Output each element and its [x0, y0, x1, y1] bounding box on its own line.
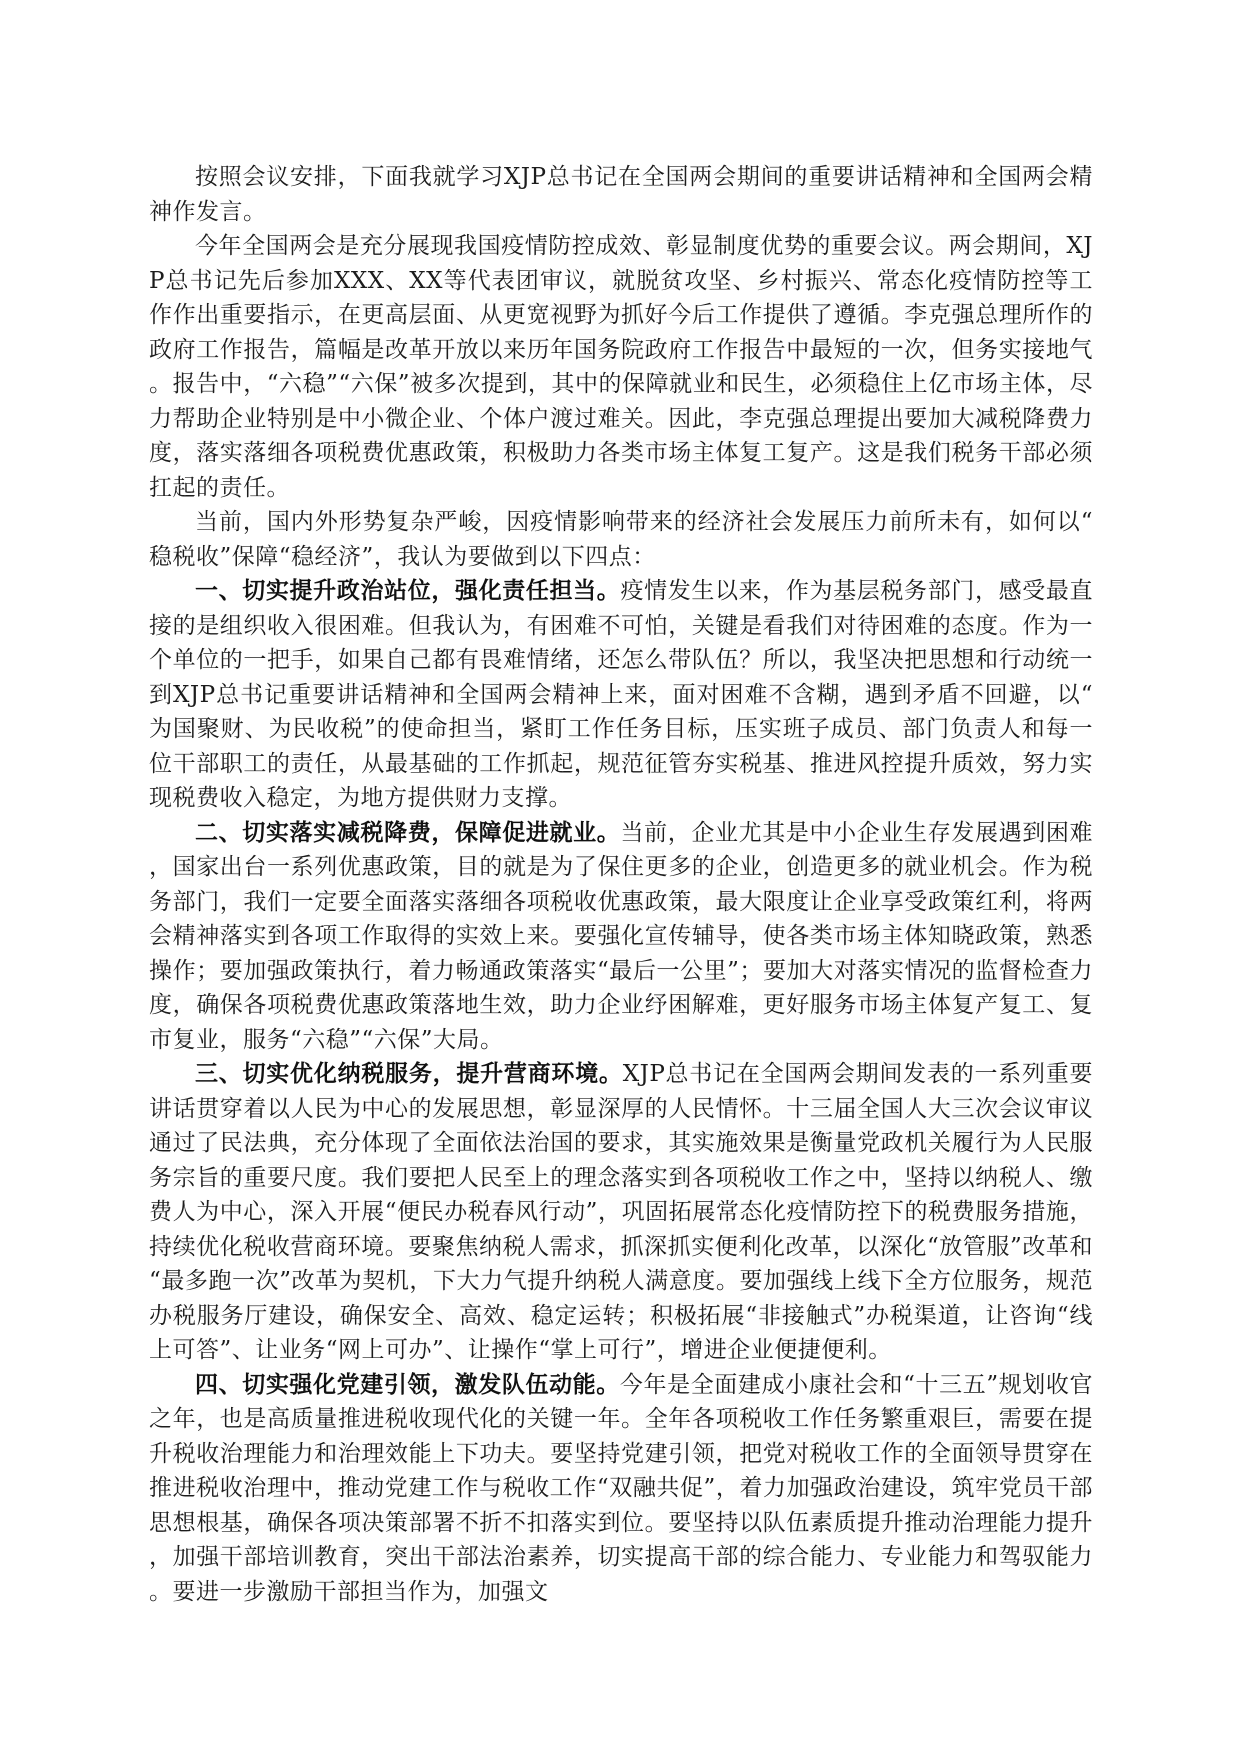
- paragraph-2-text: 今年全国两会是充分展现我国疫情防控成效、彰显制度优势的重要会议。两会期间，XJP总书记先后参加XXX、XX等代表团审议，就脱贫攻坚、乡村振兴、常态化疫情防控等工作作出重要指示，在更高层面、从更宽视野为抓好今后工作提供了遵循。李克强总理所作的政府工作报告，篇幅是改革开放以来历年国务院政府工作报告中最短的一次，但务实接地气。报告中，“六稳”“六保”被多次提到，其中的保障就业和民生，必须稳住上亿市场主体，尽力帮助企业特别是中小微企业、个体户渡过难关。因此，李克强总理提出要加大减税降费力度，落实落细各项税费优惠政策，积极助力各类市场主体复工复产。这是我们税务干部必须扛起的责任。: [149, 233, 1093, 501]
- point-3-heading: 三、切实优化纳税服务，提升营商环境。: [195, 1060, 623, 1087]
- paragraph-1-text: 按照会议安排，下面我就学习XJP总书记在全国两会期间的重要讲话精神和全国两会精神作发言。: [149, 164, 1093, 225]
- point-2-heading: 二、切实落实减税降费，保障促进就业。: [195, 818, 621, 846]
- paragraph-2: [149, 229, 1093, 505]
- paragraph-point-3: [149, 1057, 1093, 1368]
- point-4-heading: 四、切实强化党建引领，激发队伍动能。: [195, 1370, 620, 1398]
- point-4-text: 今年是全面建成小康社会和“十三五”规划收官之年，也是高质量推进税收现代化的关键一年。全年各项税收工作任务繁重艰巨，需要在提升税收治理能力和治理效能上下功夫。要坚持党建引领，把党对税收工作的全面领导贯穿在推进税收治理中，推动党建工作与税收工作“双融共促”，着力加强政治建设，筑牢党员干部思想根基，确保各项决策部署不折不扣落实到位。要坚持以队伍素质提升推动治理能力提升，加强干部培训教育，突出干部法治素养，切实提高干部的综合能力、专业能力和驾驭能力。要进一步激励干部担当作为，加强文: [149, 1371, 1093, 1605]
- point-1-text: 疫情发生以来，作为基层税务部门，感受最直接的是组织收入很困难。但我认为，有困难不可怕，关键是看我们对待困难的态度。作为一个单位的一把手，如果自己都有畏难情绪，还怎么带队伍？所以，我坚决把思想和行动统一到XJP总书记重要讲话精神和全国两会精神上来，面对困难不含糊，遇到矛盾不回避，以“为国聚财、为民收税”的使命担当，紧盯工作任务目标，压实班子成员、部门负责人和每一位干部职工的责任，从最基础的工作抓起，规范征管夯实税基、推进风控提升质效，努力实现税费收入稳定，为地方提供财力支撑。: [149, 578, 1094, 811]
- point-3-text: XJP总书记在全国两会期间发表的一系列重要讲话贯穿着以人民为中心的发展思想，彰显深厚的人民情怀。十三届全国人大三次会议审议通过了民法典，充分体现了全面依法治国的要求，其实施效果是衡量党政机关履行为人民服务宗旨的重要尺度。我们要把人民至上的理念落实到各项税收工作之中，坚持以纳税人、缴费人为中心，深入开展“便民办税春风行动”，巩固拓展常态化疫情防控下的税费服务措施，持续优化税收营商环境。要聚焦纳税人需求，抓深抓实便利化改革，以深化“放管服”改革和“最多跑一次”改革为契机，下大力气提升纳税人满意度。要加强线上线下全方位服务，规范办税服务厅建设，确保安全、高效、稳定运转；积极拓展“非接触式”办税渠道，让咨询“线上可答”、让业务“网上可办”、让操作“掌上可行”，增进企业便捷便利。: [149, 1061, 1093, 1363]
- paragraph-3-text: 当前，国内外形势复杂严峻，因疫情影响带来的经济社会发展压力前所未有，如何以“稳税收”保障“稳经济”，我认为要做到以下四点：: [149, 509, 1093, 570]
- point-1-heading: 一、切实提升政治站位，强化责任担当。: [195, 577, 621, 604]
- paragraph-point-2: [149, 816, 1093, 1058]
- document-body: [149, 160, 1093, 1609]
- paragraph-point-4: [149, 1368, 1093, 1610]
- paragraph-point-1: [149, 574, 1093, 816]
- point-2-text: 当前，企业尤其是中小企业生存发展遇到困难，国家出台一系列优惠政策，目的就是为了保住更多的企业，创造更多的就业机会。作为税务部门，我们一定要全面落实落细各项税收优惠政策，最大限度让企业享受政策红利，将两会精神落实到各项工作取得的实效上来。要强化宣传辅导，使各类市场主体知晓政策，熟悉操作；要加强政策执行，着力畅通政策落实“最后一公里”；要加大对落实情况的监督检查力度，确保各项税费优惠政策落地生效，助力企业纾困解难，更好服务市场主体复产复工、复市复业，服务“六稳”“六保”大局。: [149, 819, 1094, 1053]
- paragraph-1: [149, 160, 1093, 229]
- paragraph-3: [149, 505, 1093, 574]
